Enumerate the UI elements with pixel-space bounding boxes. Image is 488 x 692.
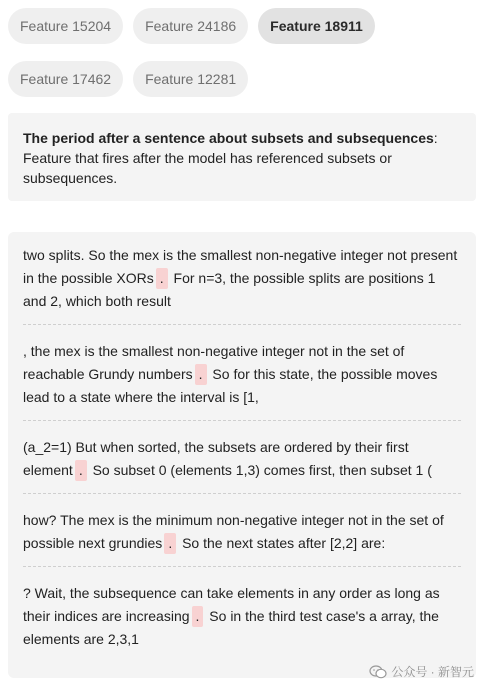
tab-feature-24186[interactable]: Feature 24186 [133,8,248,44]
tab-feature-15204[interactable]: Feature 15204 [8,8,123,44]
example-text-after: So for this state, the possible moves lead to a state where the interval is [1, [23,366,438,405]
feature-description-separator: : [433,130,438,146]
example-text-before: how? The mex is the minimum non-negative integer not in the set of possible next grundies [23,512,444,551]
example-text-before: (a_2=1) But when sorted, the subsets are ordered by their first element [23,439,409,478]
tab-feature-12281[interactable]: Feature 12281 [133,61,248,97]
example-text-before: ? Wait, the subsequence can take elements in any order as long as their indices are increasing [23,585,440,624]
example-text-after: For n=3, the possible splits are positions 1 and 2, which both result [23,270,436,309]
activated-token: . [164,533,176,554]
example-text-before: , the mex is the smallest non-negative integer not in the set of reachable Grundy numbers [23,343,405,382]
activation-example [23,578,461,662]
feature-description-title: The period after a sentence about subsets and subsequences [23,130,434,146]
watermark-text: 公众号 · 新智元 [391,665,474,679]
example-text-after: So the next states after [2,2] are: [178,535,386,551]
tab-feature-17462[interactable]: Feature 17462 [8,61,123,97]
activation-example [23,240,461,325]
feature-tabs [8,8,484,114]
example-text-before: two splits. So the mex is the smallest non-negative integer not present in the possible XORs [23,247,458,286]
activated-token: . [192,606,204,627]
example-text-after: So in the third test case's a array, the elements are 2,3,1 [23,608,439,647]
activation-example [23,336,461,421]
activated-token: . [195,364,207,385]
feature-description-body: Feature that fires after the model has referenced subsets or subsequences. [23,150,392,186]
feature-description [8,113,476,201]
activated-token: . [156,268,168,289]
example-text-after: So subset 0 (elements 1,3) comes first, then subset 1 ( [88,462,432,478]
watermark [369,663,474,680]
feature-tab-row-1 [8,8,484,44]
wechat-icon [369,665,387,679]
activation-example [23,432,461,494]
activation-example [23,505,461,567]
activation-examples-panel [8,232,476,678]
feature-tab-row-2 [8,61,484,97]
tab-feature-18911[interactable]: Feature 18911 [258,8,375,44]
activated-token: . [75,460,87,481]
